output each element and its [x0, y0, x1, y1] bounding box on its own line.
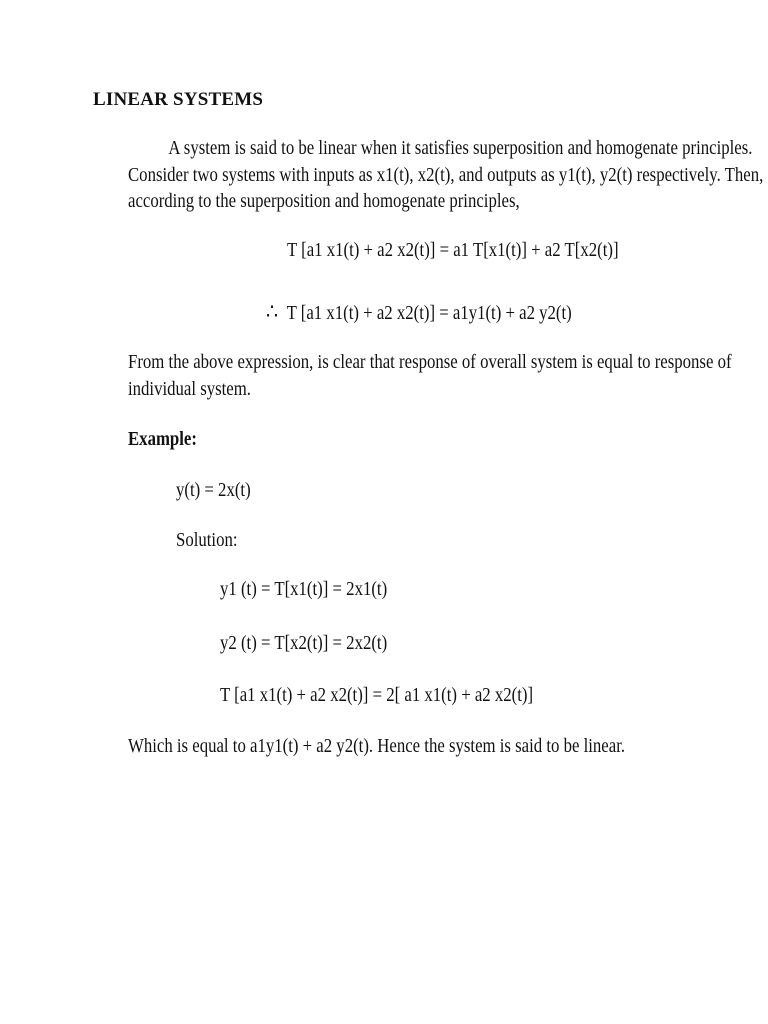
therefore-symbol: ∴: [266, 299, 279, 324]
solution-step-3: T [a1 x1(t) + a2 x2(t)] = 2[ a1 x1(t) + a2 x2(t)]: [220, 685, 534, 706]
conclusion-line-1: From the above expression, is clear that response of overall system is equal to response of: [128, 352, 732, 373]
solution-step-2: y2 (t) = T[x2(t)] = 2x2(t): [220, 633, 388, 654]
solution-step-1: y1 (t) = T[x1(t)] = 2x1(t): [220, 579, 388, 600]
solution-label: Solution:: [176, 530, 238, 551]
superposition-equation: T [a1 x1(t) + a2 x2(t)] = a1 T[x1(t)] + a2 T[x2(t)]: [287, 240, 619, 261]
intro-line-3: according to the superposition and homogenate principles,: [128, 191, 520, 212]
intro-line-1: A system is said to be linear when it satisfies superposition and homogenate principles.: [168, 138, 753, 159]
therefore-equation-text: T [a1 x1(t) + a2 x2(t)] = a1y1(t) + a2 y2(t): [286, 303, 572, 324]
example-system: y(t) = 2x(t): [176, 480, 251, 501]
example-label: Example:: [128, 429, 197, 450]
intro-paragraph: [128, 136, 764, 216]
conclusion-line-2: individual system.: [128, 378, 251, 400]
conclusion-paragraph: [128, 350, 732, 403]
section-heading: LINEAR SYSTEMS: [93, 89, 264, 110]
intro-line-2: Consider two systems with inputs as x1(t), x2(t), and outputs as y1(t), y2(t) respectively. Then,: [128, 164, 764, 186]
therefore-equation: [266, 299, 572, 325]
final-statement: Which is equal to a1y1(t) + a2 y2(t). Hence the system is said to be linear.: [128, 736, 626, 757]
